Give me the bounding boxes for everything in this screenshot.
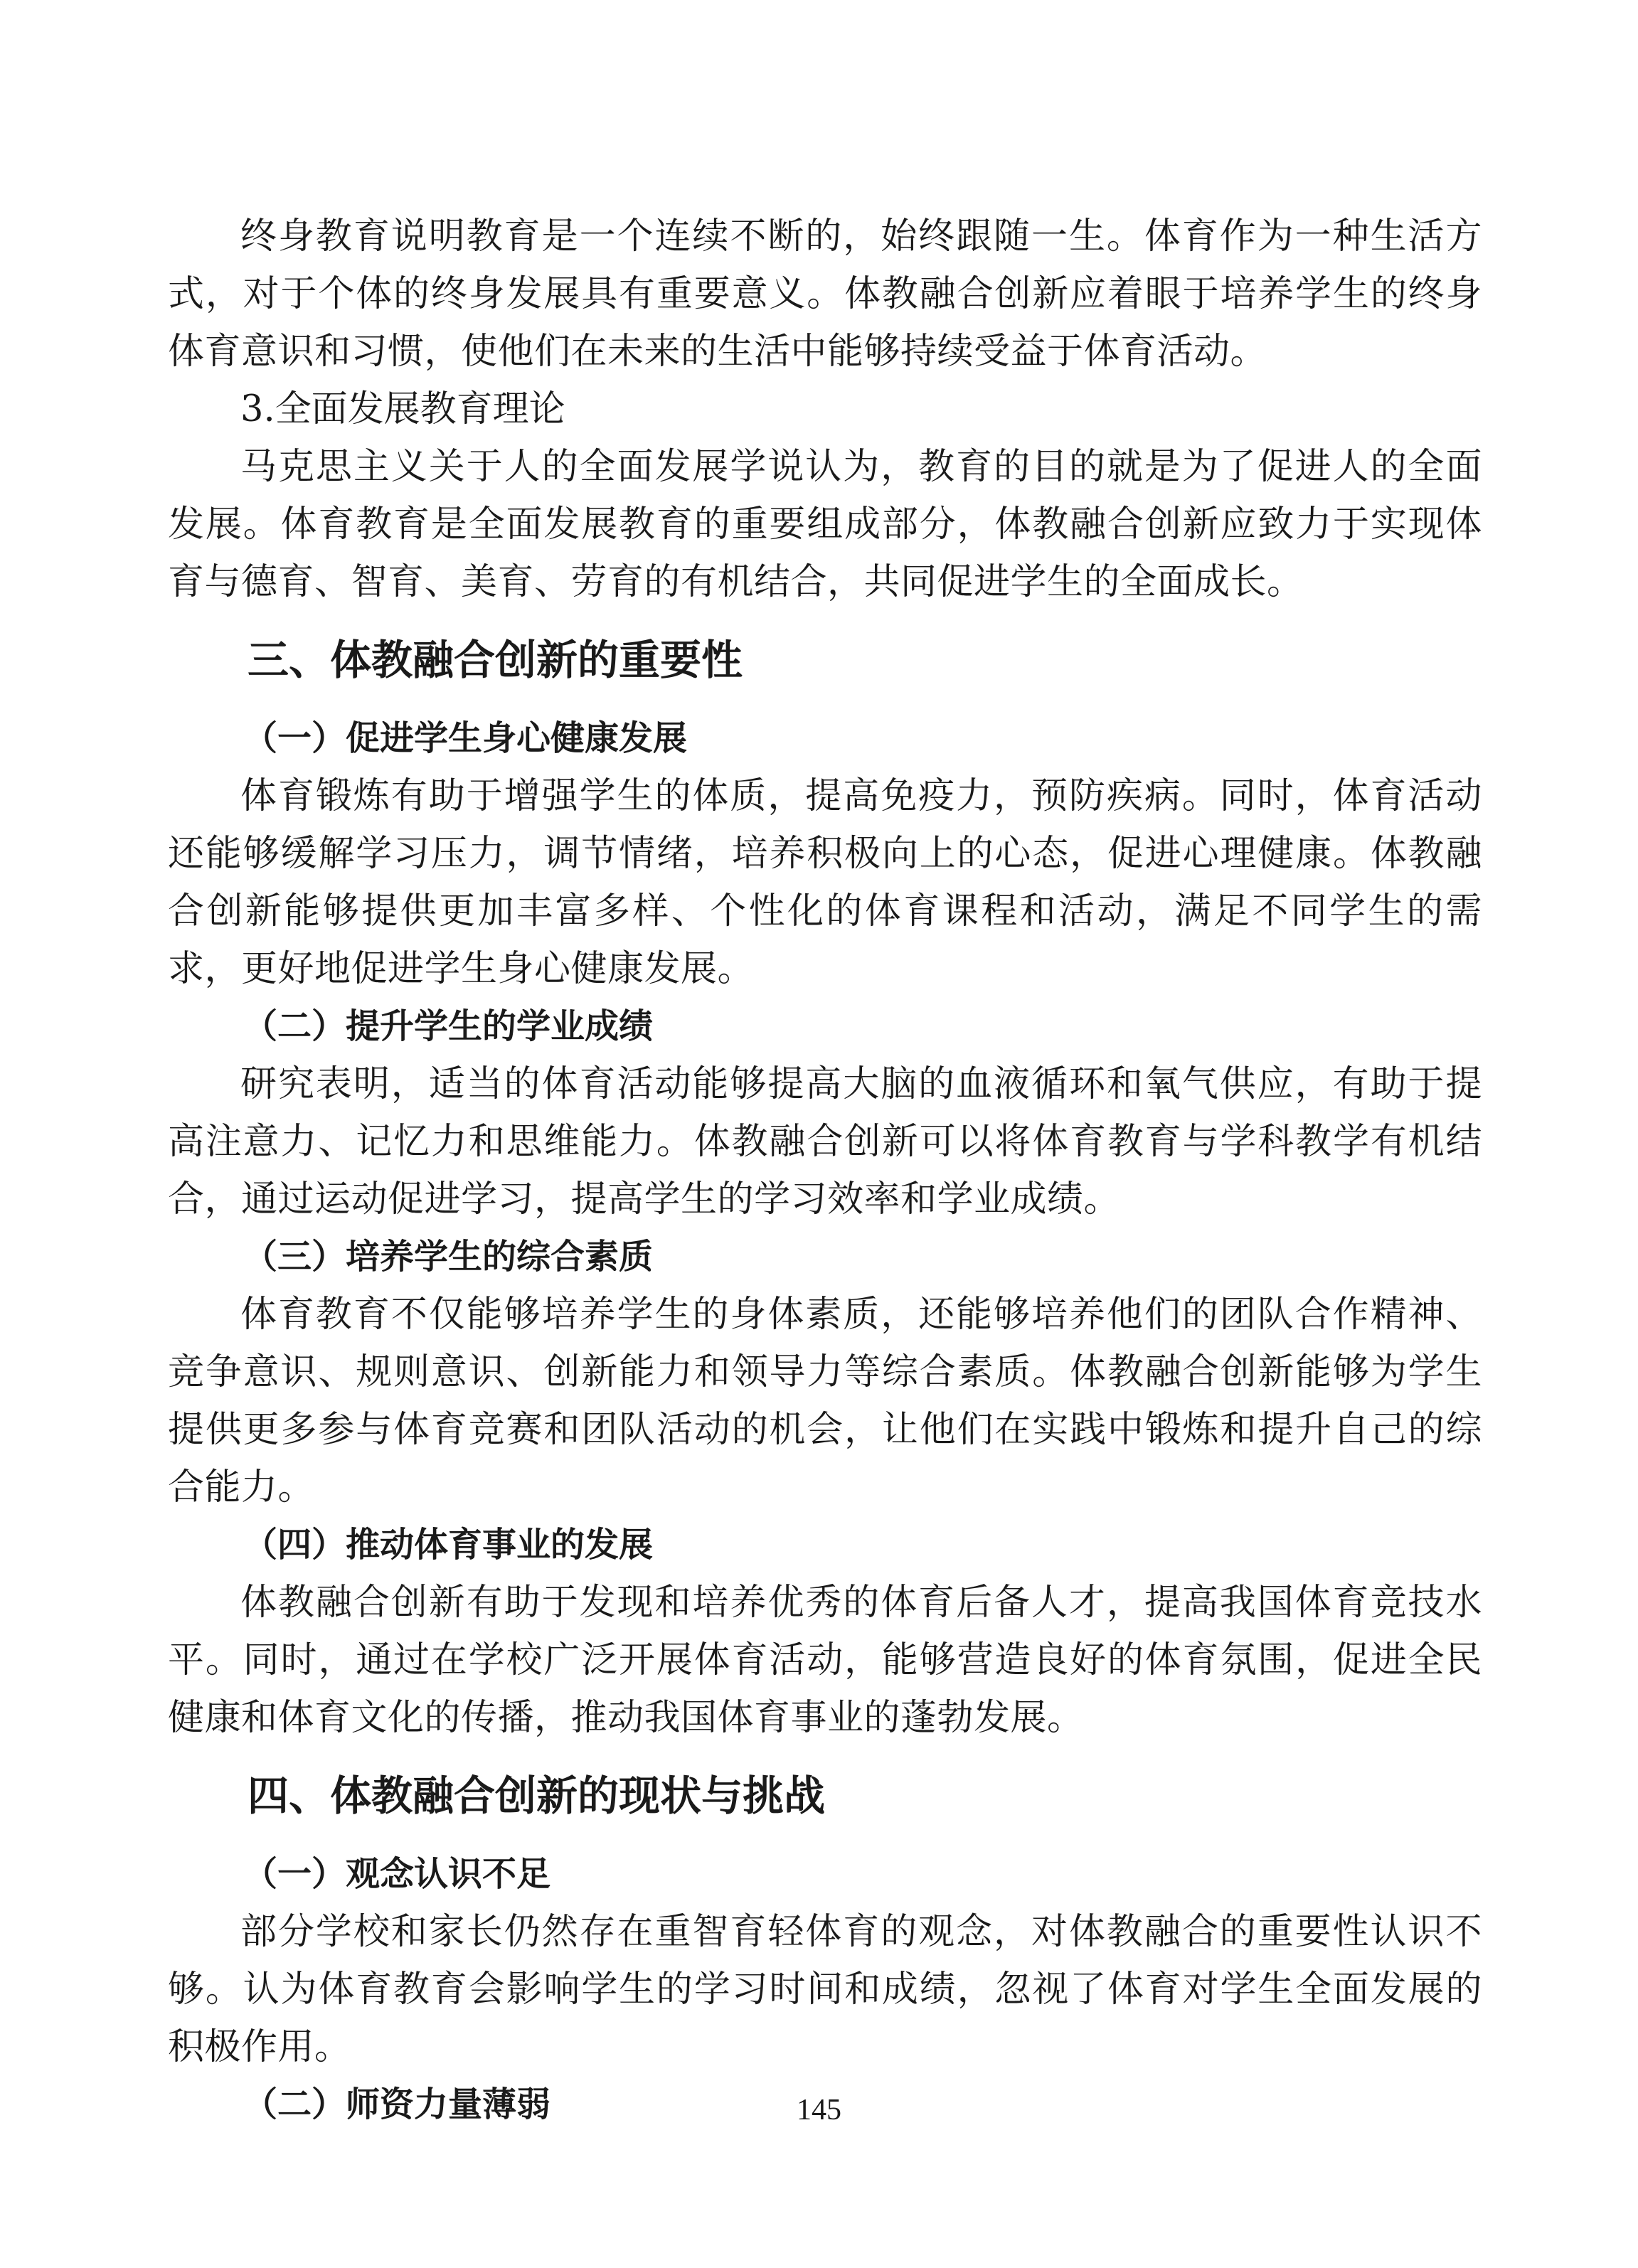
paragraph-academic-performance: 研究表明，适当的体育活动能够提高大脑的血液循环和氧气供应，有助于提高注意力、记忆力和思维能力。体教融合创新可以将体育教育与学科教学有机结合，通过运动促进学习，提高学生的学习效率和学业成绩。 (168, 1063, 1482, 1220)
subheading-insufficient-awareness: （一）观念认识不足 (243, 1854, 551, 1894)
paragraph-lifelong-education: 终身教育说明教育是一个连续不断的，始终跟随一生。体育作为一种生活方式，对于个体的终身发展具有重要意义。体教融合创新应着眼于培养学生的终身体育意识和习惯，使他们在未来的生活中能够持续受益于体育活动。 (168, 215, 1482, 373)
section-heading-importance: 三、体教融合创新的重要性 (248, 636, 743, 684)
section-heading-status-challenges: 四、体教融合创新的现状与挑战 (248, 1772, 826, 1820)
subheading-comprehensive-quality: （三）培养学生的综合素质 (243, 1237, 654, 1277)
paragraph-comprehensive-quality: 体育教育不仅能够培养学生的身体素质，还能够培养他们的团队合作精神、竞争意识、规则意识、创新能力和领导力等综合素质。体教融合创新能够为学生提供更多参与体育竞赛和团队活动的机会，让他们在实践中锻炼和提升自己的综合能力。 (168, 1294, 1482, 1508)
subheading-weak-teaching-staff: （二）师资力量薄弱 (243, 2085, 551, 2124)
paragraph-sports-development: 体教融合创新有助于发现和培养优秀的体育后备人才，提高我国体育竞技水平。同时，通过在学校广泛开展体育活动，能够营造良好的体育氛围，促进全民健康和体育文化的传播，推动我国体育事业的蓬勃发展。 (168, 1582, 1482, 1739)
subheading-academic-performance: （二）提升学生的学业成绩 (243, 1006, 654, 1046)
paragraph-marxist-development: 马克思主义关于人的全面发展学说认为，教育的目的就是为了促进人的全面发展。体育教育是全面发展教育的重要组成部分，体教融合创新应致力于实现体育与德育、智育、美育、劳育的有机结合，共同促进学生的全面成长。 (168, 446, 1482, 603)
item-comprehensive-development-theory: 3.全面发展教育理论 (240, 388, 565, 430)
paragraph-physical-mental-health: 体育锻炼有助于增强学生的体质，提高免疫力，预防疾病。同时，体育活动还能够缓解学习压力，调节情绪，培养积极向上的心态，促进心理健康。体教融合创新能够提供更加丰富多样、个性化的体育课程和活动，满足不同学生的需求，更好地促进学生身心健康发展。 (168, 775, 1482, 990)
page-body (168, 208, 1482, 2134)
subheading-sports-development: （四）推动体育事业的发展 (243, 1525, 654, 1565)
page-number: 145 (797, 2094, 841, 2126)
subheading-physical-mental-health: （一）促进学生身心健康发展 (243, 718, 688, 758)
paragraph-insufficient-awareness: 部分学校和家长仍然存在重智育轻体育的观念，对体教融合的重要性认识不够。认为体育教育会影响学生的学习时间和成绩，忽视了体育对学生全面发展的积极作用。 (168, 1911, 1482, 2068)
